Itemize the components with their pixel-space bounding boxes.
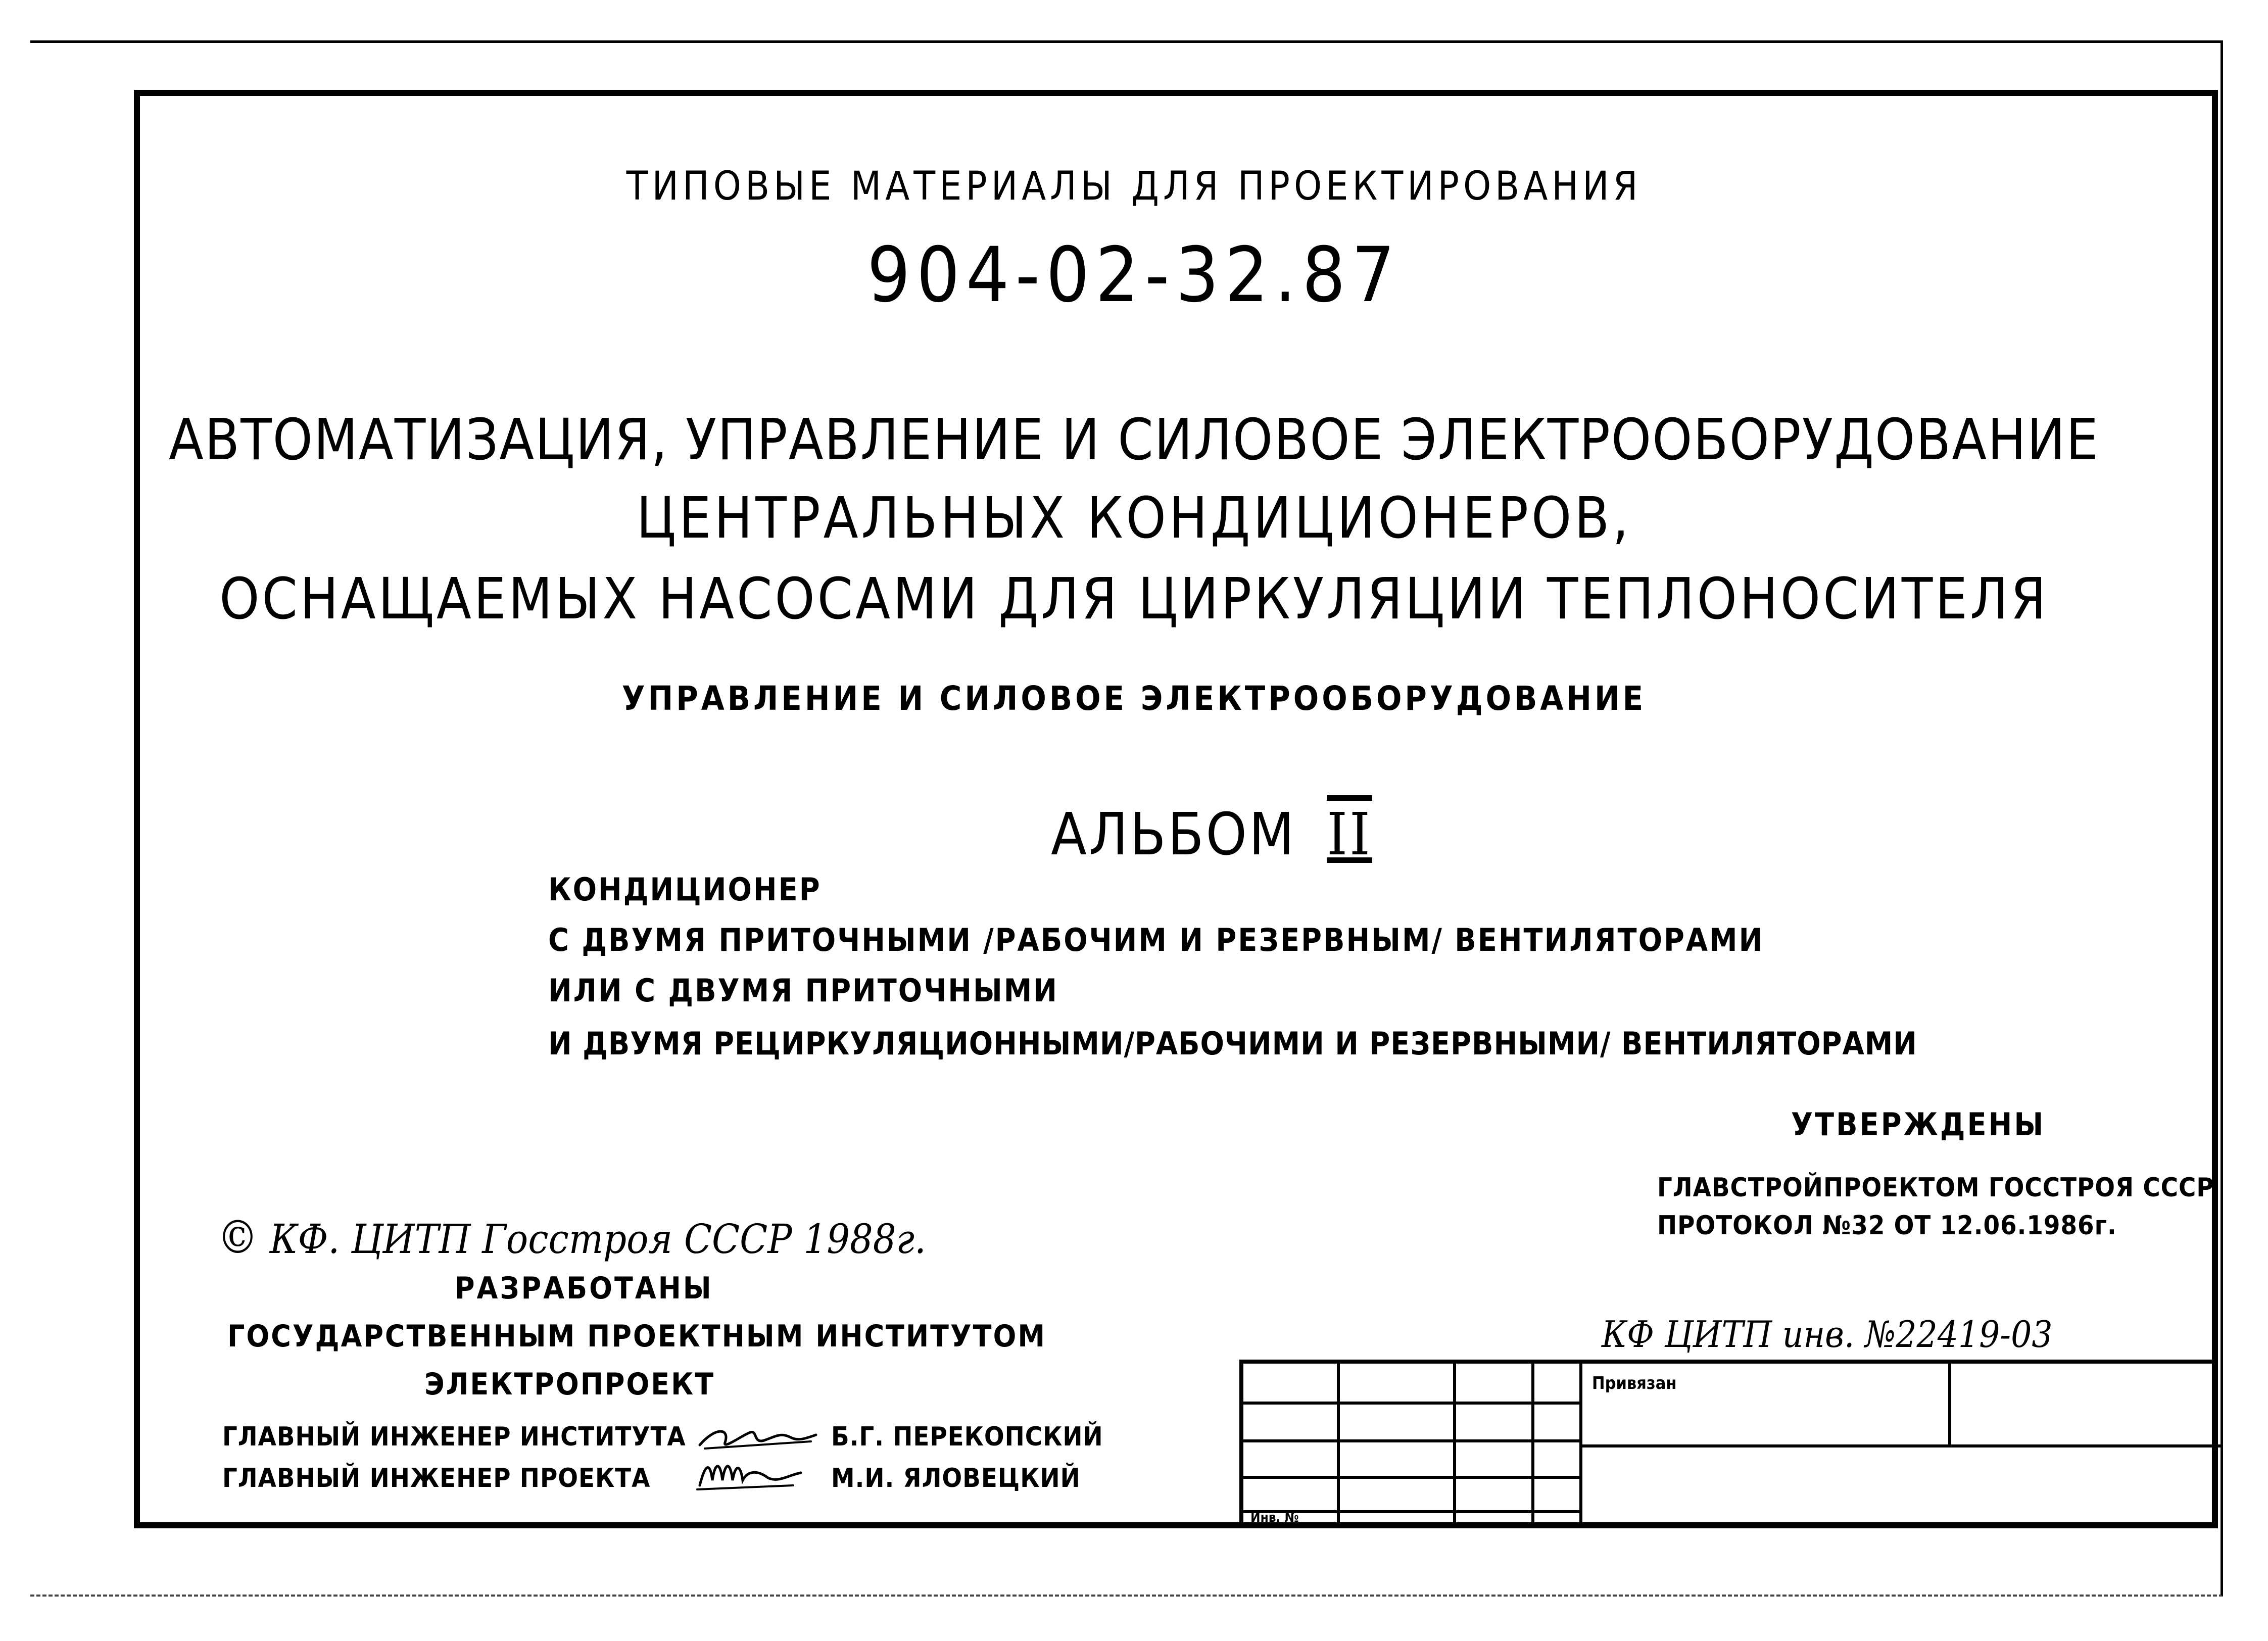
copyright-text: КФ. ЦИТП Госстроя СССР 1988г. <box>269 1216 926 1263</box>
album-label: АЛЬБОМ <box>1051 801 1296 868</box>
title-line-3: ОСНАЩАЕМЫХ НАСОСАМИ ДЛЯ ЦИРКУЛЯЦИИ ТЕПЛОНОСИТЕЛЯ <box>219 566 2049 632</box>
stamp-attached-label: Привязан <box>1592 1373 1677 1393</box>
developer-heading: РАЗРАБОТАНЫ <box>455 1271 713 1306</box>
title-line-1: АВТОМАТИЗАЦИЯ, УПРАВЛЕНИЕ И СИЛОВОЕ ЭЛЕКТРООБОРУДОВАНИЕ <box>169 407 2099 473</box>
stamp-row-line <box>1243 1402 1579 1405</box>
stamp-divider <box>1337 1364 1340 1528</box>
document-code: 904-02-32.87 <box>867 231 1401 319</box>
chief-institute-name: Б.Г. ПЕРЕКОПСКИЙ <box>831 1422 1103 1452</box>
stamp-divider <box>1948 1364 1951 1444</box>
stamp-table <box>1239 1360 2218 1528</box>
approval-by: ГЛАВСТРОЙПРОЕКТОМ ГОССТРОЯ СССР <box>1657 1173 2214 1203</box>
description-line-1: КОНДИЦИОНЕР <box>548 871 822 908</box>
title-line-2: ЦЕНТРАЛЬНЫХ КОНДИЦИОНЕРОВ, <box>636 486 1632 551</box>
chief-project-name: М.И. ЯЛОВЕЦКИЙ <box>831 1463 1081 1493</box>
approval-protocol: ПРОТОКОЛ №32 ОТ 12.06.1986г. <box>1657 1211 2117 1241</box>
inventory-number: КФ ЦИТП инв. №22419-03 <box>1602 1313 2053 1356</box>
description-line-4: И ДВУМЯ РЕЦИРКУЛЯЦИОННЫМИ/РАБОЧИМИ И РЕЗЕРВНЫМИ/ ВЕНТИЛЯТОРАМИ <box>548 1025 1917 1062</box>
stamp-divider <box>1453 1364 1456 1528</box>
chief-project-role: ГЛАВНЫЙ ИНЖЕНЕР ПРОЕКТА <box>222 1463 651 1493</box>
stamp-row-line <box>1243 1476 1579 1479</box>
album-title <box>1051 801 1372 868</box>
album-number: II <box>1327 801 1372 868</box>
description-line-3: ИЛИ С ДВУМЯ ПРИТОЧНЫМИ <box>548 972 1058 1009</box>
stamp-divider <box>1531 1364 1534 1528</box>
stamp-inv-label: Инв. № <box>1250 1510 1299 1525</box>
stamp-row-line <box>1243 1439 1579 1442</box>
stamp-row-line <box>1579 1444 2222 1447</box>
description-line-2: С ДВУМЯ ПРИТОЧНЫМИ /РАБОЧИМ И РЕЗЕРВНЫМ/ ВЕНТИЛЯТОРАМИ <box>548 922 1764 958</box>
developer-institute-line: ГОСУДАРСТВЕННЫМ ПРОЕКТНЫМ ИНСТИТУТОМ <box>227 1319 1047 1354</box>
approval-heading: УТВЕРЖДЕНЫ <box>1791 1106 2046 1143</box>
subtitle: УПРАВЛЕНИЕ И СИЛОВОЕ ЭЛЕКТРООБОРУДОВАНИЕ <box>621 679 1647 718</box>
developer-institute-name: ЭЛЕКТРОПРОЕКТ <box>424 1367 715 1402</box>
series-line: ТИПОВЫЕ МАТЕРИАЛЫ ДЛЯ ПРОЕКТИРОВАНИЯ <box>626 164 1642 209</box>
signature-yalovetsky-icon <box>692 1450 808 1495</box>
chief-institute-role: ГЛАВНЫЙ ИНЖЕНЕР ИНСТИТУТА <box>222 1422 686 1452</box>
copyright-line <box>217 1211 926 1264</box>
copyright-icon: © <box>217 1211 258 1264</box>
